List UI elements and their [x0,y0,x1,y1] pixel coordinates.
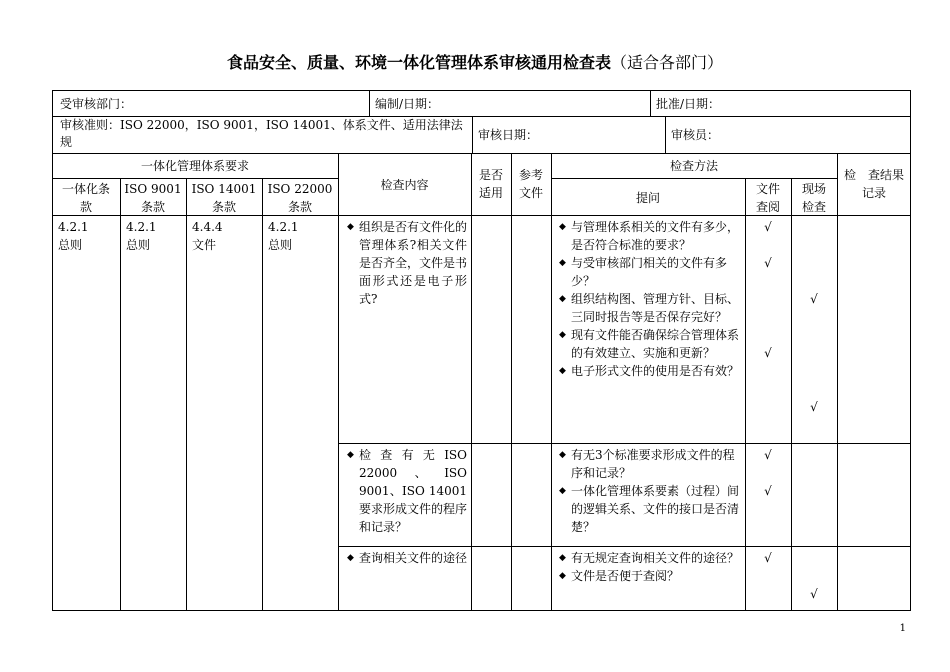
audited-dept-label: 受审核部门： [60,97,133,111]
col-doc-review: 文件查阅 [755,182,780,214]
col-check-content: 检查内容 [380,178,429,192]
col-onsite-check: 现场检查 [801,182,826,214]
col-check-method: 检查方法 [669,159,718,173]
check-content-3: ◆ 查询相关文件的途径 [347,549,467,567]
col-iso9001-clause: ISO 9001条款 [124,182,182,214]
question-list-3 [559,549,741,585]
check-content-1: ◆ 组织是否有文件化的管理体系?相关文件是否齐全，文件是书面形式还是电子形式? [347,218,467,308]
auditor-label: 审核员： [671,128,720,142]
col-integrated-clause: 一体化条款 [62,182,111,214]
col-reference-docs: 参考文件 [518,168,543,200]
question-item: ◆ 文件是否便于查阅？ [559,567,741,585]
question-item: ◆ 现有文件能否确保综合管理体系的有效建立、实施和更新？ [559,326,741,362]
check-content-2: ◆ 检查有无ISO 22000、ISO 9001、ISO 14001要求形成文件的程序和记录？ [347,446,467,536]
doc-review-check: √ [764,346,772,360]
question-item: ◆ 与管理体系相关的文件有多少，是否符合标准的要求？ [559,218,741,254]
doc-review-check: √ [764,448,772,462]
doc-review-check: √ [764,220,772,234]
question-item: ◆ 与受审核部门相关的文件有多少？ [559,254,741,290]
title-main: 食品安全、质量、环境一体化管理体系审核通用检查表 [226,53,611,72]
question-item: ◆ 有无规定查询相关文件的途径？ [559,549,741,567]
iso9001-clause-cell: 4.2.1总则 [126,220,157,252]
question-item: ◆ 有无3个标准要求形成文件的程序和记录？ [559,446,741,482]
title-suffix: （适合各部门） [611,53,724,72]
onsite-check-mark: √ [810,400,818,414]
integrated-clause-cell: 4.2.1总则 [58,220,89,252]
audit-date-label: 审核日期： [478,128,539,142]
header-row-1 [52,90,911,117]
question-item: ◆ 一体化管理体系要素（过程）间的逻辑关系、文件的接口是否清楚？ [559,482,741,536]
approved-date-label: 批准/日期： [656,97,721,111]
question-item: ◆ 电子形式文件的使用是否有效？ [559,362,741,380]
onsite-check-mark: √ [810,292,818,306]
col-applicable: 是否适用 [478,168,503,200]
iso22000-clause-cell: 4.2.1总则 [268,220,299,252]
question-list-2 [559,446,741,536]
question-list-1 [559,218,741,380]
doc-review-check: √ [764,484,772,498]
col-question: 提问 [635,191,660,205]
audit-criteria-label: 审核准则：ISO 22000，ISO 9001，ISO 14001、体系文件、适用法律法规 [60,118,463,149]
compiled-date-label: 编制/日期： [375,97,440,111]
iso14001-clause-cell: 4.4.4文件 [192,220,223,252]
col-requirements-group: 一体化管理体系要求 [140,159,249,173]
doc-review-check: √ [764,551,772,565]
question-item: ◆ 组织结构图、管理方针、目标、三同时报告等是否保存完好？ [559,290,741,326]
doc-review-check: √ [764,256,772,270]
col-result-record: 检 查结果记录 [843,168,904,200]
onsite-check-mark: √ [810,587,818,601]
col-iso14001-clause: ISO 14001条款 [191,182,257,214]
col-iso22000-clause: ISO 22000条款 [267,182,333,214]
page-number: 1 [899,623,906,634]
document-title [0,50,950,73]
